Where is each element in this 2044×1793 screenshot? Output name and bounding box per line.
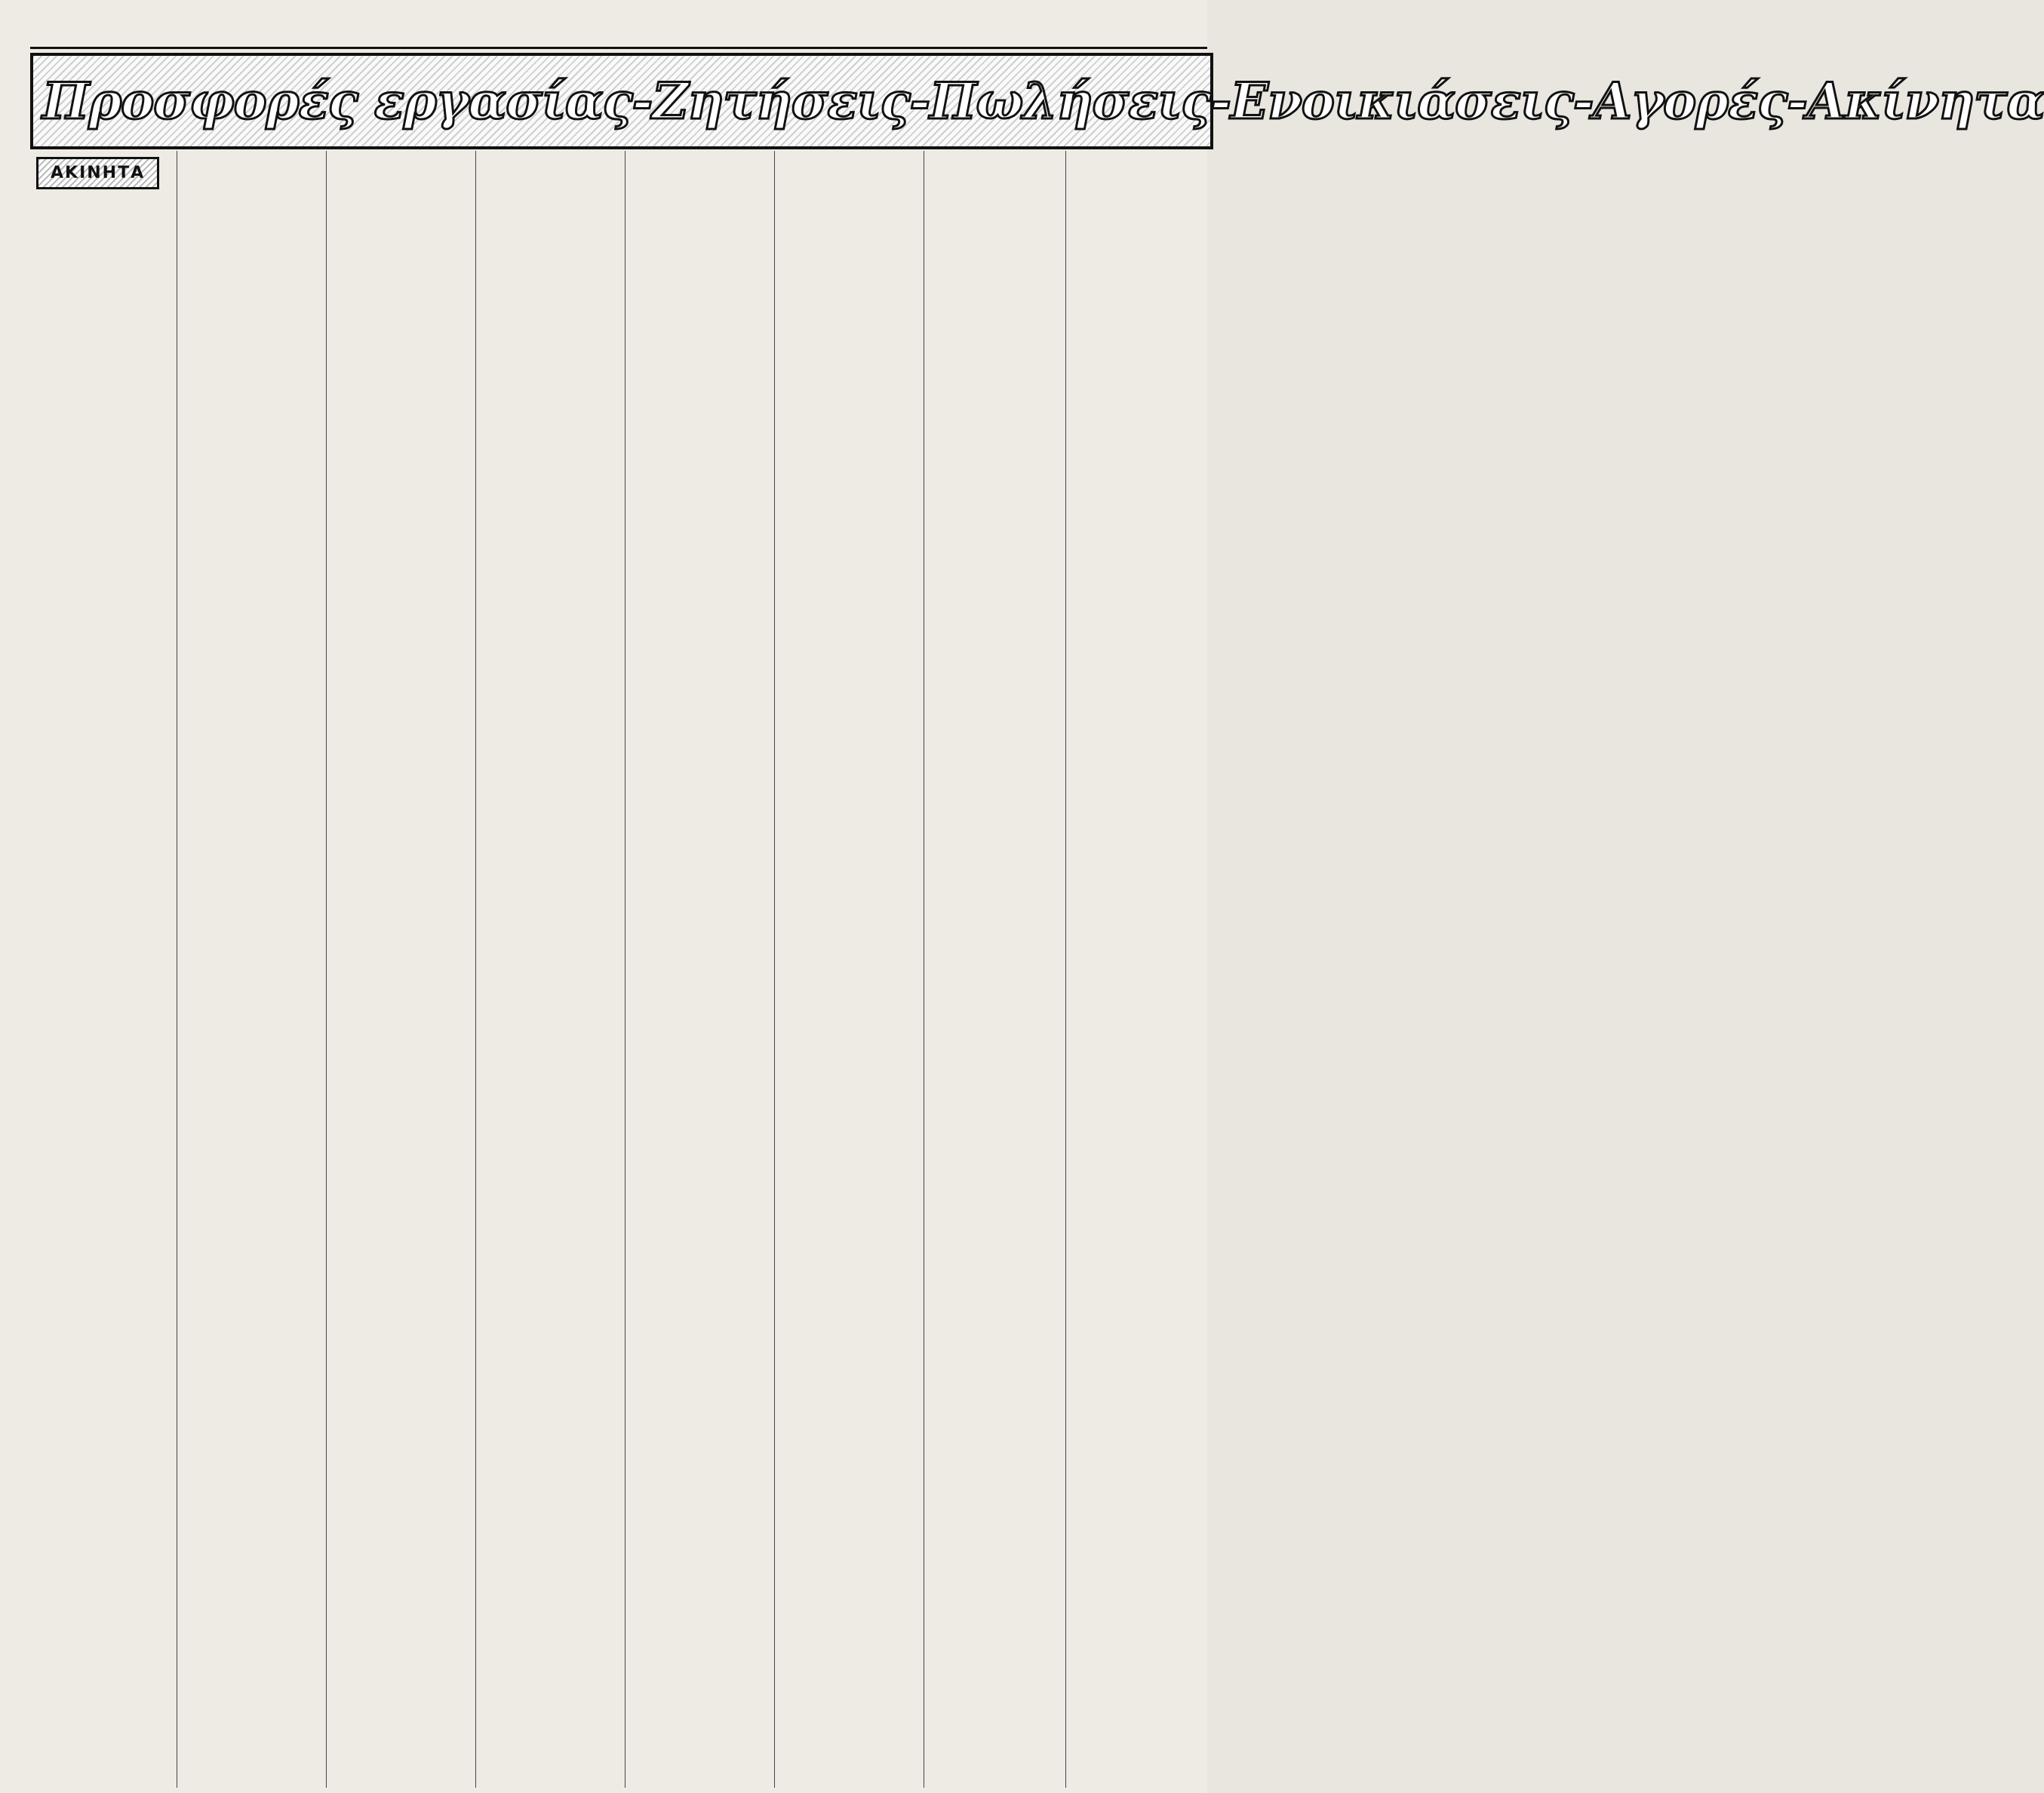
ads-column: [180, 151, 324, 1788]
ads-column: [628, 151, 773, 1788]
banner-title: Προσφορές εργασίας-Ζητήσεις-Πωλήσεις-Ενοικιάσεις-Αγορές-Ακίνητα: [42, 72, 2044, 130]
ads-column: [329, 151, 474, 1788]
column-rule: [1065, 151, 1066, 1788]
ads-column: [927, 151, 1064, 1788]
ads-column: [1068, 151, 1200, 1788]
section-tag: ΑΚΙΝΗΤΑ: [36, 157, 159, 189]
ads-column: [30, 151, 175, 1788]
column-rule: [326, 151, 327, 1788]
ads-column: [478, 151, 623, 1788]
column-rule: [475, 151, 476, 1788]
column-rule: [774, 151, 775, 1788]
classifieds-banner: [30, 53, 2044, 149]
ads-column: [777, 151, 922, 1788]
classifieds-columns: [30, 151, 1200, 1788]
top-rule: [30, 47, 1207, 49]
